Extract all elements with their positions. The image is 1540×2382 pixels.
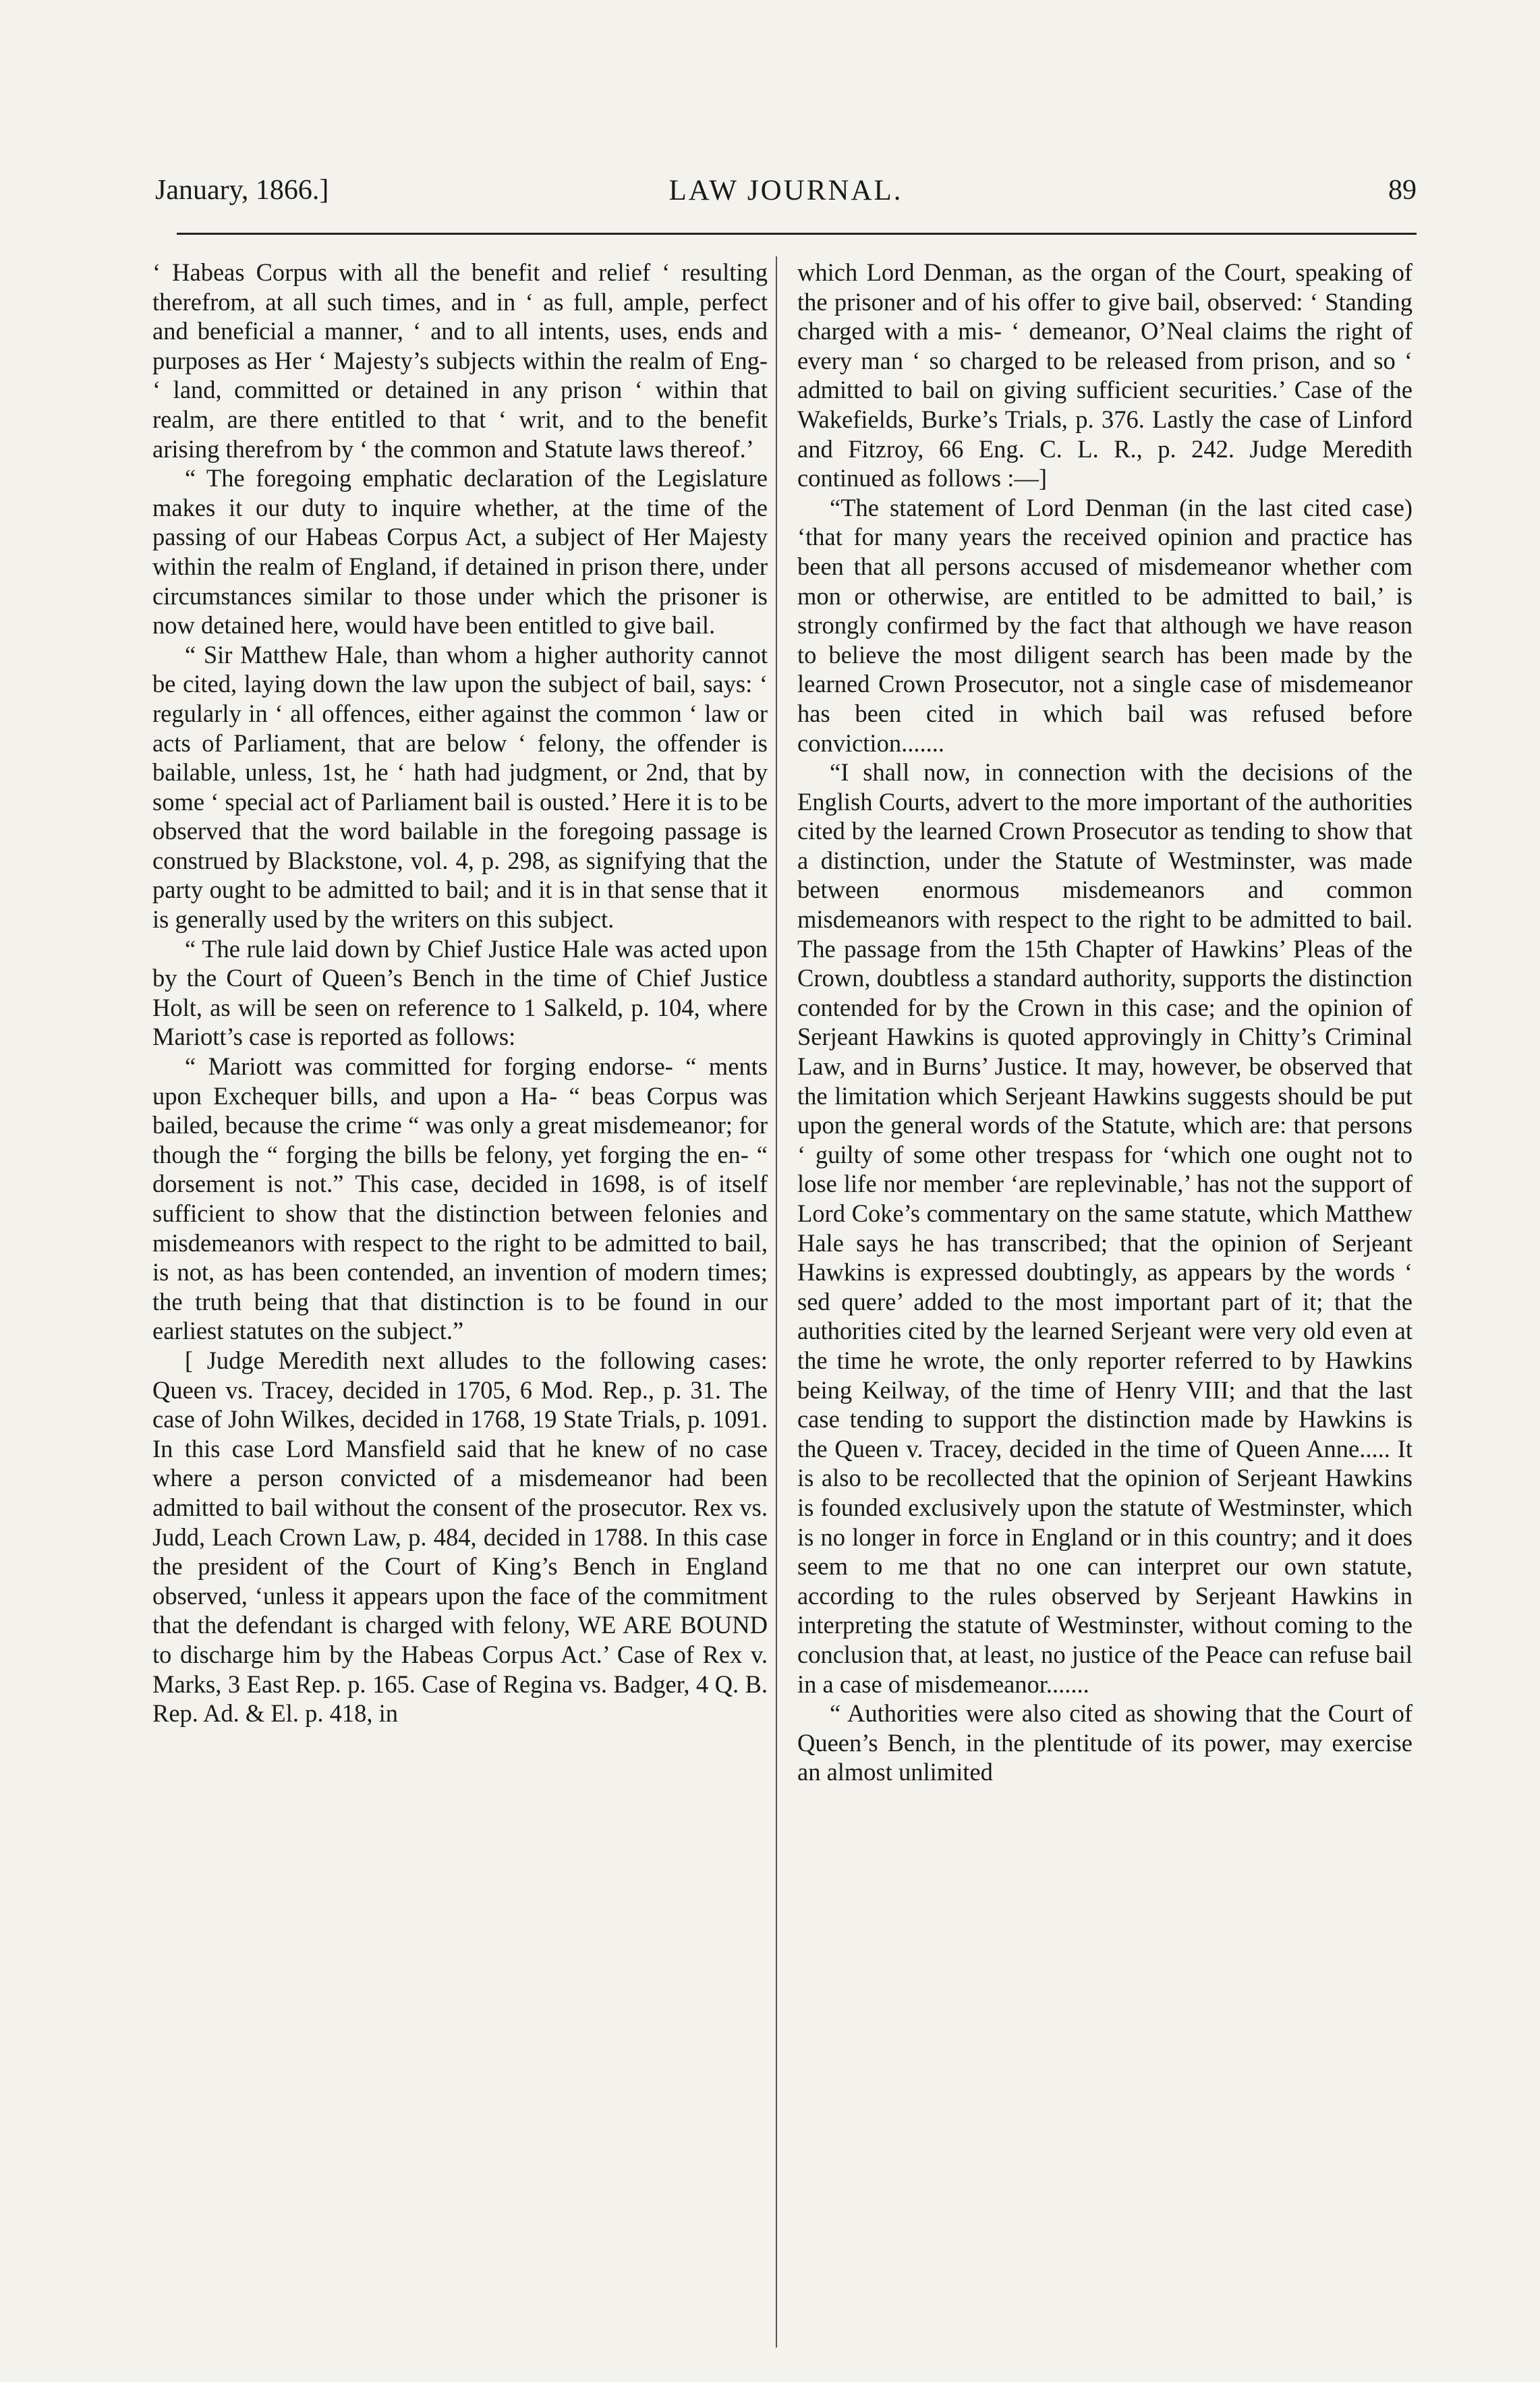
denman-paragraph: which Lord Denman, as the organ of the Court, speaking of the prisoner and of his offer to give bail, observed: ‘ Standing charged with a mis- ‘ demeanor, O’Neal claims the right of every man ‘ so charged to be released from prison, and so ‘ admitted to bail on giving sufficient securities.’ Case of the Wakefields, Burke’s Trials, p. 376. Lastly the case of Linford and Fitzroy, 66 Eng. C. L. R., p. 242. Judge Meredith continued as follows :—] [797,258,1413,492]
mariott-paragraph: “ Mariott was committed for forging endorse- “ ments upon Exchequer bills, and upon a Ha- “ beas Corpus was bailed, because the crime “ was only a great misdemeanor; for though the “ forging the bills be felony, yet forging the en- “ dorsement is not.” This case, decided in 1698, is of itself sufficient to show that the distinction between felonies and misdemeanors with respect to the right to be admitted to bail, is not, as has been contended, an invention of modern times; the truth being that that distinction is to be found in our earliest statutes on the subject.” [152,1052,768,1345]
statement-paragraph: “The statement of Lord Denman (in the last cited case) ‘that for many years the received opinion and practice has been that all persons accused of misdemeanor whether com mon or otherwise, are entitled to be admitted to bail,’ is strongly confirmed by the fact that although we have reason to believe the most diligent search has been made by the learned Crown Prosecutor, not a single case of misdemeanor has been cited in which bail was refused before conviction....... [797,493,1413,757]
authorities-paragraph: “ Authorities were also cited as showing that the Court of Queen’s Bench, in the plentitude of its power, may exercise an almost unlimited [797,1699,1413,1786]
right-column [797,258,1413,2349]
legislature-paragraph: “ The foregoing emphatic declaration of the Legislature makes it our duty to inquire whether, at the time of the passing of our Habeas Corpus Act, a subject of Her Majesty within the realm of England, if detained in prison there, under circumstances similar to those under which the prisoner is now detained here, would have been entitled to give bail. [152,464,768,640]
meredith-cases-paragraph: [ Judge Meredith next alludes to the following cases: Queen vs. Tracey, decided in 1705, 6 Mod. Rep., p. 31. The case of John Wilkes, decided in 1768, 19 State Trials, p. 1091. In this case Lord Mansfield said that he knew of no case where a person convicted of a misdemeanor had been admitted to bail without the consent of the prosecutor. Rex vs. Judd, Leach Crown Law, p. 484, decided in 1788. In this case the president of the Court of King’s Bench in England observed, ‘unless it appears upon the face of the commitment that the defendant is charged with felony, WE ARE BOUND to discharge him by the Habeas Corpus Act.’ Case of Rex v. Marks, 3 East Rep. p. 165. Case of Regina vs. Badger, 4 Q. B. Rep. Ad. & El. p. 418, in [152,1346,768,1728]
hale-paragraph: “ Sir Matthew Hale, than whom a higher authority cannot be cited, laying down the law upon the subject of bail, says: ‘ regularly in ‘ all offences, either against the common ‘ law or acts of Parliament, that are below ‘ felony, the offender is bailable, unless, 1st, he ‘ hath had judgment, or 2nd, that by some ‘ special act of Parliament bail is ousted.’ Here it is to be observed that the word bailable in the foregoing passage is construed by Blackstone, vol. 4, p. 298, as signifying that the party ought to be admitted to bail; and it is in that sense that it is generally used by the writers on this subject. [152,640,768,934]
header-rule [177,233,1417,235]
holt-paragraph: “ The rule laid down by Chief Justice Hale was acted upon by the Court of Queen’s Bench in the time of Chief Justice Holt, as will be seen on reference to 1 Salkeld, p. 104, where Mariott’s case is reported as follows: [152,934,768,1051]
left-column [152,258,768,2349]
habeas-quote-paragraph: ‘ Habeas Corpus with all the benefit and relief ‘ resulting therefrom, at all such times, and in ‘ as full, ample, perfect and beneficial a manner, ‘ and to all intents, uses, ends and purposes as Her ‘ Majesty’s subjects within the realm of Eng- ‘ land, committed or detained in any prison ‘ within that realm, are there entitled to that ‘ writ, and to the benefit arising therefrom by ‘ the common and Statute laws thereof.’ [152,258,768,463]
page-header [155,174,1417,215]
page-number: 89 [1388,175,1417,206]
journal-title: LAW JOURNAL. [668,175,903,206]
issue-date: January, 1866.] [155,175,329,206]
column-divider [776,256,777,2348]
hawkins-paragraph: “I shall now, in connection with the decisions of the English Courts, advert to the more important of the authorities cited by the learned Crown Prosecutor as tending to show that a distinction, under the Statute of Westminster, was made between enormous misdemeanors and common misdemeanors with respect to the right to be admitted to bail. The passage from the 15th Chapter of Hawkins’ Pleas of the Crown, doubtless a standard authority, supports the distinction contended for by the Crown in this case; and the opinion of Serjeant Hawkins is quoted approvingly in Chitty’s Criminal Law, and in Burns’ Justice. It may, however, be observed that the limitation which Serjeant Hawkins suggests should be put upon the general words of the Statute, which are: that persons ‘ guilty of some other trespass for ‘which one ought not to lose life nor member ‘are replevinable,’ has not the support of Lord Coke’s commentary on the same statute, which Matthew Hale says he has transcribed; that the opinion of Serjeant Hawkins is expressed doubtingly, as appears by the words ‘ sed quere’ added to the most important part of it; that the authorities cited by the learned Serjeant were very old even at the time he wrote, the only reporter referred to by Hawkins being Keilway, of the time of Henry VIII; and that the last case tending to support the distinction made by Hawkins is the Queen v. Tracey, decided in the time of Queen Anne..... It is also to be recollected that the opinion of Serjeant Hawkins is founded exclusively upon the statute of Westminster, which is no longer in force in England or in this country; and it does seem to me that no one can interpret our own statute, according to the rules observed by Serjeant Hawkins in interpreting the statute of Westminster, without coming to the conclusion that, at least, no justice of the Peace can refuse bail in a case of misdemeanor....... [797,758,1413,1698]
